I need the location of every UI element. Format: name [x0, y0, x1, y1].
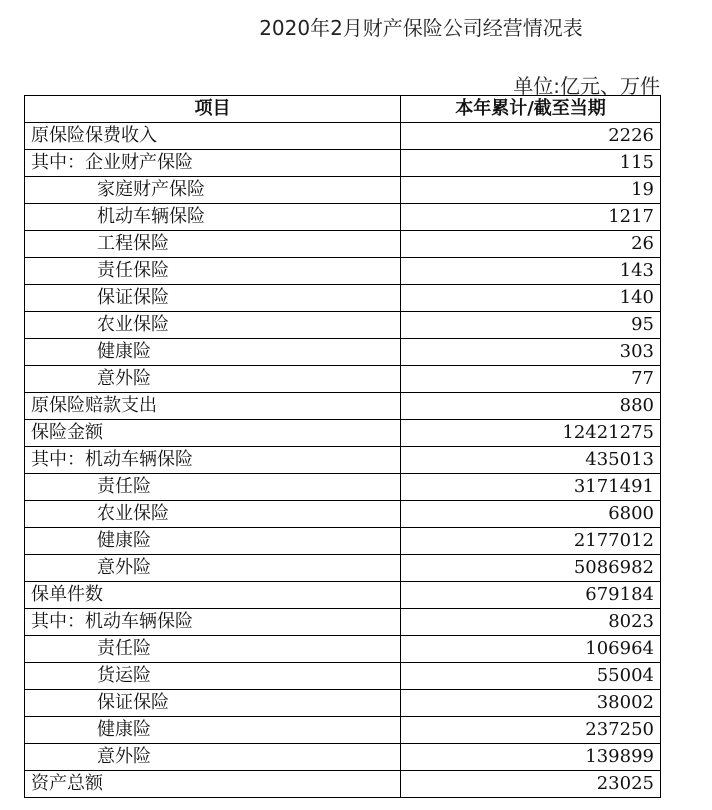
table-body	[25, 123, 661, 798]
page-title: 2020年2月财产保险公司经营情况表	[259, 16, 583, 40]
row-label: 责任险	[25, 474, 401, 501]
table-row	[25, 150, 661, 177]
table-row	[25, 744, 661, 771]
table-row	[25, 636, 661, 663]
row-value: 6800	[401, 501, 661, 528]
unit-label: 单位:亿元、万件	[513, 74, 660, 98]
table-row	[25, 231, 661, 258]
row-label: 责任险	[25, 636, 401, 663]
row-value: 19	[401, 177, 661, 204]
row-label: 工程保险	[25, 231, 401, 258]
row-value: 55004	[401, 663, 661, 690]
row-label: 其中：机动车辆保险	[25, 609, 401, 636]
row-label: 货运险	[25, 663, 401, 690]
table-row	[25, 555, 661, 582]
table-row	[25, 339, 661, 366]
report-table	[24, 95, 661, 798]
row-label: 原保险赔款支出	[25, 393, 401, 420]
row-value: 23025	[401, 771, 661, 798]
row-value: 106964	[401, 636, 661, 663]
row-value: 8023	[401, 609, 661, 636]
row-label: 保险金额	[25, 420, 401, 447]
table-row	[25, 663, 661, 690]
row-value: 38002	[401, 690, 661, 717]
table-row	[25, 204, 661, 231]
row-label: 家庭财产保险	[25, 177, 401, 204]
table-row	[25, 582, 661, 609]
row-label: 健康险	[25, 528, 401, 555]
table-row	[25, 501, 661, 528]
table-row	[25, 717, 661, 744]
row-label: 保证保险	[25, 285, 401, 312]
table-row	[25, 123, 661, 150]
row-label: 意外险	[25, 555, 401, 582]
row-label: 资产总额	[25, 771, 401, 798]
table-row	[25, 177, 661, 204]
row-value: 2226	[401, 123, 661, 150]
row-value: 5086982	[401, 555, 661, 582]
row-value: 679184	[401, 582, 661, 609]
table-row	[25, 528, 661, 555]
row-value: 303	[401, 339, 661, 366]
row-label: 健康险	[25, 339, 401, 366]
row-value: 95	[401, 312, 661, 339]
table-row	[25, 690, 661, 717]
row-value: 77	[401, 366, 661, 393]
table-row	[25, 393, 661, 420]
row-label: 其中：机动车辆保险	[25, 447, 401, 474]
table-row	[25, 312, 661, 339]
row-label: 机动车辆保险	[25, 204, 401, 231]
row-value: 3171491	[401, 474, 661, 501]
table-row	[25, 771, 661, 798]
row-label: 保证保险	[25, 690, 401, 717]
column-header-value: 本年累计/截至当期	[401, 96, 661, 123]
row-value: 2177012	[401, 528, 661, 555]
row-value: 139899	[401, 744, 661, 771]
row-value: 1217	[401, 204, 661, 231]
row-label: 原保险保费收入	[25, 123, 401, 150]
row-label: 保单件数	[25, 582, 401, 609]
row-value: 143	[401, 258, 661, 285]
row-label: 意外险	[25, 366, 401, 393]
table-row	[25, 366, 661, 393]
table-row	[25, 420, 661, 447]
row-value: 115	[401, 150, 661, 177]
table-header-row	[25, 96, 661, 123]
table-row	[25, 285, 661, 312]
row-label: 意外险	[25, 744, 401, 771]
table-row	[25, 447, 661, 474]
row-label: 农业保险	[25, 312, 401, 339]
row-value: 12421275	[401, 420, 661, 447]
table-row	[25, 474, 661, 501]
column-header-item: 项目	[25, 96, 401, 123]
row-value: 237250	[401, 717, 661, 744]
row-value: 880	[401, 393, 661, 420]
row-label: 其中：企业财产保险	[25, 150, 401, 177]
row-label: 健康险	[25, 717, 401, 744]
row-value: 140	[401, 285, 661, 312]
row-label: 农业保险	[25, 501, 401, 528]
row-label: 责任保险	[25, 258, 401, 285]
row-value: 435013	[401, 447, 661, 474]
table-row	[25, 258, 661, 285]
row-value: 26	[401, 231, 661, 258]
table-row	[25, 609, 661, 636]
